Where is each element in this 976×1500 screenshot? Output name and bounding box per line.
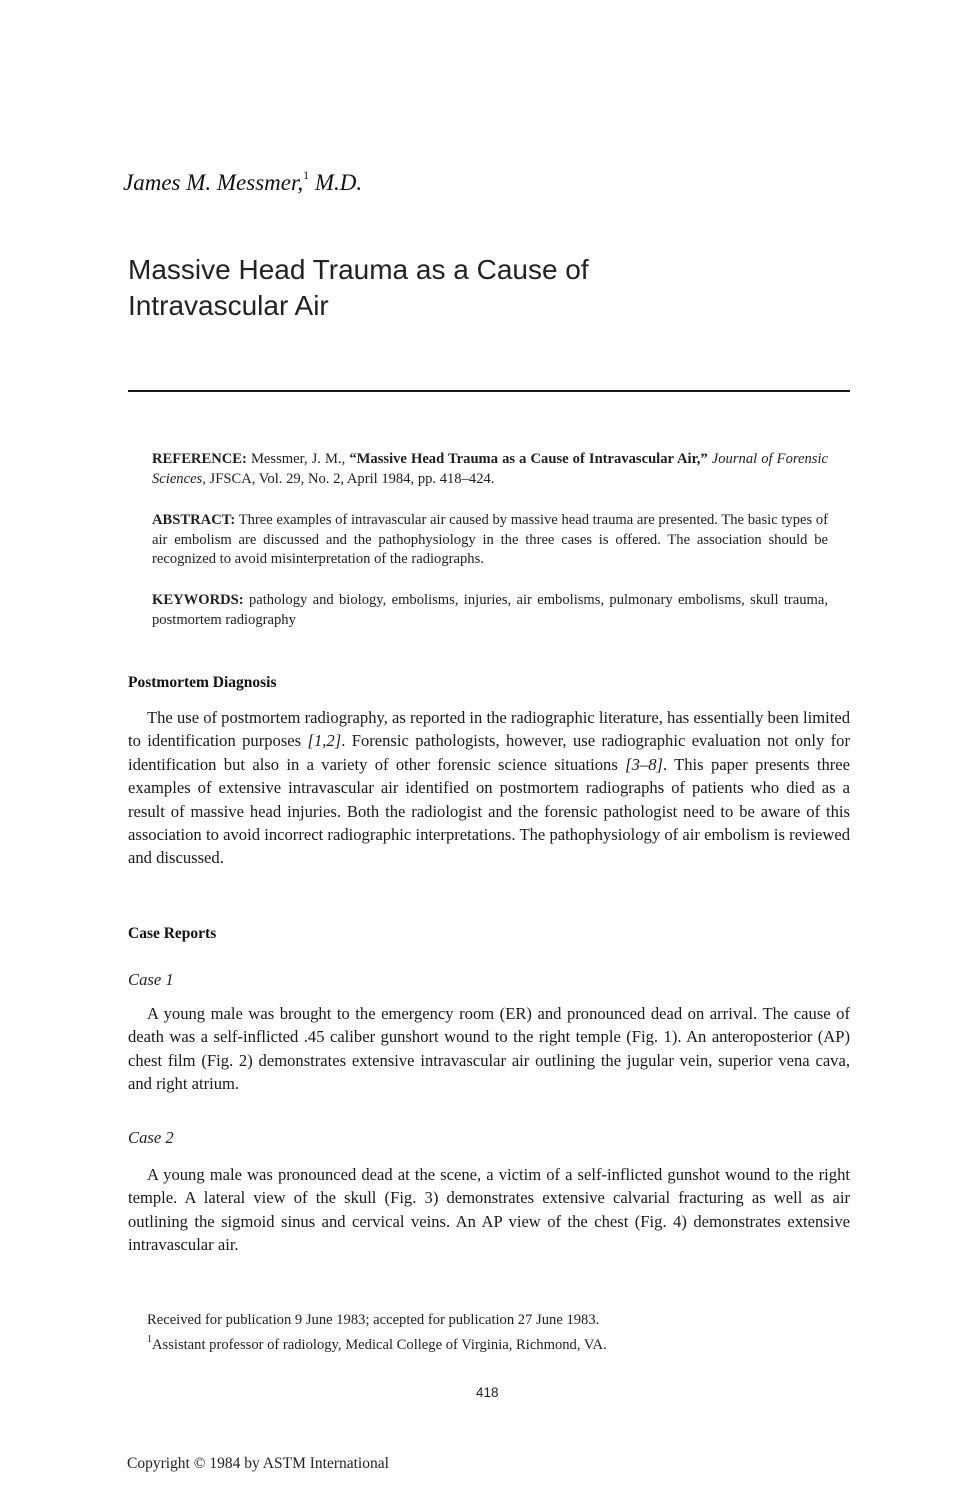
title-line-2: Intravascular Air	[128, 290, 329, 321]
title-divider	[128, 390, 850, 392]
reference-block	[152, 450, 828, 489]
section-heading-case-reports: Case Reports	[128, 925, 217, 942]
postmortem-citation-b: [3–8]	[625, 754, 663, 774]
case-1-paragraph: A young male was brought to the emergency room (ER) and pronounced dead on arrival. The cause of death was a self-inflicted .45 caliber gunshort wound to the right temple (Fig. 1). An anteroposterior (AP) chest film (Fig. 2) demonstrates extensive intravascular air outlining the jugular vein, superior vena cava, and right atrium.	[128, 1004, 850, 1094]
postmortem-citation-a: [1,2]	[307, 731, 342, 751]
paper-title	[128, 252, 728, 324]
postmortem-text-c: . This paper presents three examples of extensive intravascular air identified on postmortem radiographs of patients who died as a result of massive head injuries. Both the radiologist and the forensic pathologist need to be aware of this association to avoid incorrect radiographic interpretations. The pathophysiology of air embolism is reviewed and discussed.	[128, 754, 850, 868]
footnote-affiliation	[147, 1331, 607, 1355]
postmortem-text-b: . Forensic pathologists, however, use radiographic evaluation not only for identification but also in a variety of other forensic science situations	[128, 731, 850, 774]
keywords-text: pathology and biology, embolisms, injuries, air embolisms, pulmonary embolisms, skull trauma, postmortem radiography	[152, 592, 828, 628]
title-line-1: Massive Head Trauma as a Cause of	[128, 254, 589, 285]
abstract-text: Three examples of intravascular air caused by massive head trauma are presented. The basic types of air embolism are discussed and the pathophysiology in the three cases is offered. The association should be recognized to avoid misinterpretation of the radiographs.	[152, 512, 828, 567]
postmortem-text-a: The use of postmortem radiography, as reported in the radiographic literature, has essentially been limited to identification purposes	[128, 708, 851, 751]
reference-authors: Messmer, J. M.,	[250, 451, 346, 467]
footnote-affiliation-text: Assistant professor of radiology, Medical College of Virginia, Richmond, VA.	[152, 1336, 607, 1353]
footnote-mark: 1	[147, 1334, 152, 1345]
case-2-heading: Case 2	[128, 1128, 174, 1147]
reference-label: REFERENCE:	[152, 451, 247, 467]
author-name: James M. Messmer,	[123, 170, 304, 195]
page-number: 418	[476, 1385, 499, 1400]
keywords-label: KEYWORDS:	[152, 592, 244, 608]
footnote-received: Received for publication 9 June 1983; accepted for publication 27 June 1983.	[147, 1312, 600, 1328]
copyright-notice: Copyright © 1984 by ASTM International	[127, 1455, 389, 1472]
postmortem-paragraph	[128, 706, 850, 870]
keywords-block	[152, 591, 828, 630]
author-line	[123, 170, 362, 196]
case-2-paragraph: A young male was pronounced dead at the scene, a victim of a self-inflicted gunshot wound to the right temple. A lateral view of the skull (Fig. 3) demonstrates extensive calvarial fracturing as well as air outlining the sigmoid sinus and cervical veins. An AP view of the chest (Fig. 4) demonstrates extensive intravascular air.	[128, 1165, 850, 1255]
section-heading-postmortem: Postmortem Diagnosis	[128, 674, 277, 691]
author-footnote-mark: 1	[303, 168, 310, 183]
reference-details: JFSCA, Vol. 29, No. 2, April 1984, pp. 418–424.	[209, 470, 495, 487]
case-1-heading: Case 1	[128, 970, 174, 989]
reference-journal: Journal of Forensic Sciences,	[152, 451, 829, 487]
abstract-label: ABSTRACT:	[152, 512, 236, 528]
reference-article: “Massive Head Trauma as a Cause of Intravascular Air,”	[349, 451, 708, 467]
author-degree: M.D.	[314, 170, 363, 195]
abstract-block	[152, 511, 828, 570]
